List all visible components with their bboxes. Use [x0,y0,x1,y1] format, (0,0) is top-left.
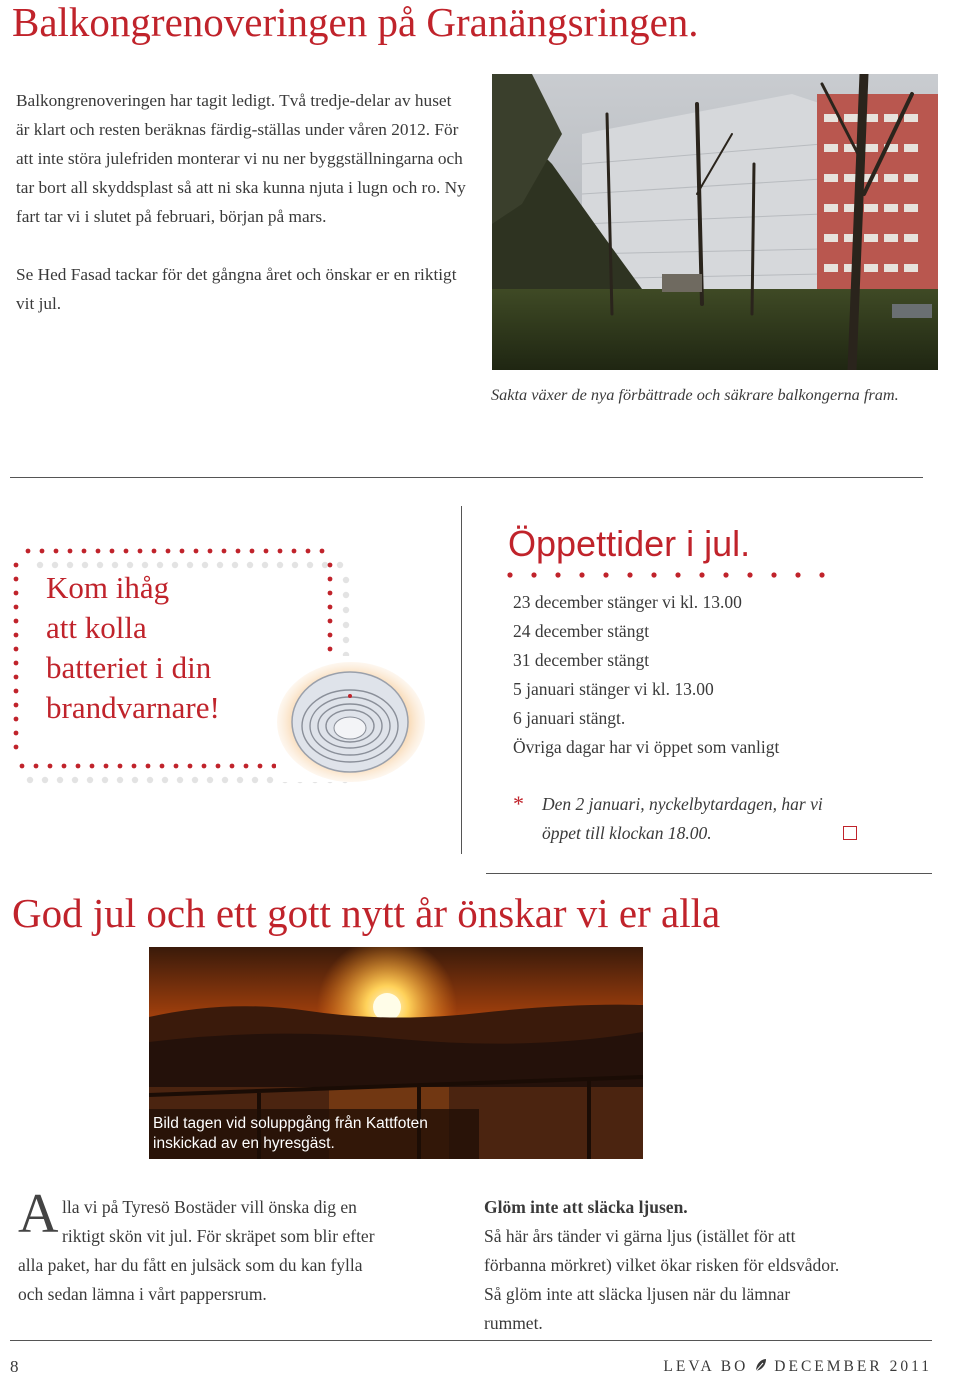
leaf-logo-icon [754,1357,768,1373]
reminder-line: brandvarnare! [46,690,220,725]
intro-article [16,86,466,318]
reminder-line: batteriet i din [46,650,212,685]
photo-caption: Sakta växer de nya förbättrade och säkrare balkongerna fram. [491,385,899,404]
article-line: lla vi på Tyresö Bostäder vill önska dig en [62,1197,357,1217]
opening-hours-title: Öppettider i jul. [508,523,751,564]
footer-right: DECEMBER 2011 [774,1358,932,1375]
footer-masthead [663,1357,932,1377]
title-dot-row [500,568,845,582]
drop-cap: A [18,1183,59,1245]
intro-paragraph-1: Balkongrenoveringen har tagit ledigt. Två tredje-delar av huset är klart och resten beräknas färdig-ställas under våren 2012. För att inte störa julefriden monterar vi nu ner byggställningarna och tar bort all skyddsplast så att ni ska kunna njuta i lugn och ro. Ny fart tar vi i slutet på februari, början på mars. [16,91,466,226]
hours-item: 5 januari stänger vi kl. 13.00 [513,679,714,699]
article-heading: Glöm inte att släcka ljusen. [484,1197,688,1217]
caption-line: Bild tagen vid soluppgång från Kattfoten [153,1115,428,1132]
article-line: förbanna mörkret) vilket ökar risken för eldsvådor. [484,1255,840,1275]
article-line: rummet. [484,1313,543,1333]
article-line: alla paket, har du fått en julsäck som du kan fylla [18,1255,363,1275]
sunrise-photo-caption [153,1114,428,1154]
section-divider [10,477,923,478]
building-photo [492,74,938,370]
note-line: Den 2 januari, nyckelbytardagen, har vi [542,794,823,814]
hours-item: 23 december stänger vi kl. 13.00 [513,592,742,612]
opening-hours-list [513,588,779,762]
article-line: och sedan lämna i vårt pappersrum. [18,1284,267,1304]
column-divider [461,506,462,854]
footer-left: LEVA BO [663,1358,749,1375]
page-number: 8 [10,1357,19,1376]
key-exchange-note [542,790,823,848]
note-asterisk: * [513,791,524,816]
footer-divider [10,1340,932,1341]
smoke-detector-reminder [46,568,220,728]
reminder-line: Kom ihåg [46,570,170,605]
greeting-heading: God jul och ett gott nytt år önskar vi er alla [12,890,721,936]
hours-item: 6 januari stängt. [513,708,626,728]
page-title: Balkongrenoveringen på Granängsringen. [12,0,699,45]
hours-item: 31 december stängt [513,650,650,670]
article-line: Så här års tänder vi gärna ljus (istället för att [484,1226,796,1246]
article-line: riktigt skön vit jul. För skräpet som blir efter [62,1226,375,1246]
section-divider [486,873,932,874]
intro-paragraph-2: Se Hed Fasad tackar för det gångna året och önskar er en riktigt vit jul. [16,265,457,313]
end-mark-icon [843,826,857,840]
hours-item: 24 december stängt [513,621,650,641]
article-line: Så glöm inte att släcka ljusen när du lämnar [484,1284,791,1304]
hours-item: Övriga dagar har vi öppet som vanligt [513,737,780,757]
reminder-line: att kolla [46,610,147,645]
caption-line: inskickad av en hyresgäst. [153,1135,335,1152]
note-line: öppet till klockan 18.00. [542,823,712,843]
smoke-detector-image [276,656,426,782]
christmas-bag-article [18,1193,458,1309]
candle-safety-article [484,1193,934,1338]
